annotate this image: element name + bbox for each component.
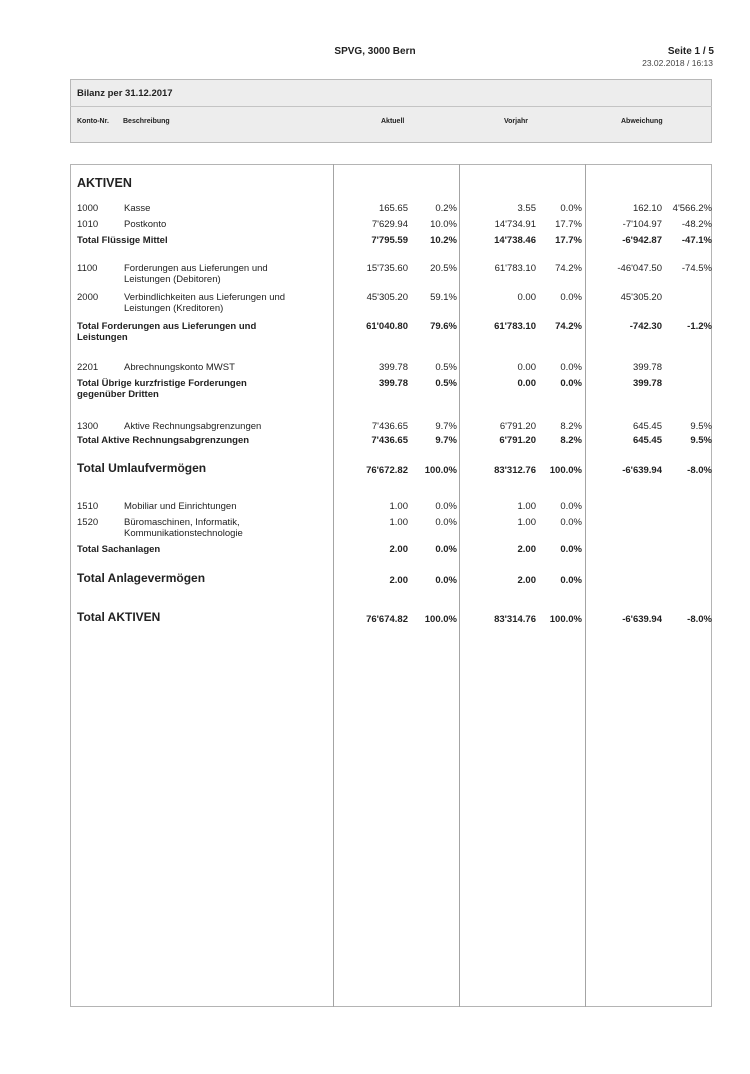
abweichung-percent: -48.2% — [681, 219, 712, 230]
aktuell-percent: 0.0% — [435, 575, 457, 586]
abweichung-value: -6'942.87 — [622, 235, 662, 246]
column-divider — [333, 164, 334, 1007]
vorjahr-percent: 0.0% — [560, 378, 582, 389]
vorjahr-value: 83'314.76 — [494, 614, 536, 625]
account-description: Forderungen aus Lieferungen und Leistungen (Debitoren) — [124, 263, 268, 285]
vorjahr-percent: 74.2% — [555, 321, 582, 332]
aktuell-value: 2.00 — [389, 575, 408, 586]
abweichung-value: -6'639.94 — [622, 614, 662, 625]
vorjahr-percent: 100.0% — [549, 465, 582, 476]
column-header-abweichung: Abweichung — [621, 118, 663, 125]
aktuell-value: 7'629.94 — [371, 219, 408, 230]
column-header-beschreibung: Beschreibung — [123, 118, 170, 125]
aktuell-percent: 0.2% — [435, 203, 457, 214]
vorjahr-value: 61'783.10 — [494, 321, 536, 332]
page-number: Seite 1 / 5 — [667, 46, 714, 57]
abweichung-percent: 9.5% — [690, 435, 712, 446]
account-description: Verbindlichkeiten aus Lieferungen und Leistungen (Kreditoren) — [124, 292, 286, 314]
account-description: Abrechnungskonto MWST — [124, 362, 235, 373]
abweichung-value: 399.78 — [632, 378, 662, 389]
vorjahr-percent: 0.0% — [560, 575, 582, 586]
aktuell-value: 7'795.59 — [371, 235, 408, 246]
vorjahr-percent: 8.2% — [560, 435, 582, 446]
vorjahr-percent: 0.0% — [560, 517, 582, 528]
account-description: Aktive Rechnungsabgrenzungen — [124, 421, 262, 432]
aktuell-percent: 10.2% — [430, 235, 457, 246]
column-divider — [585, 164, 586, 1007]
column-header-konto: Konto-Nr. — [77, 118, 109, 125]
aktuell-percent: 0.0% — [435, 544, 457, 555]
vorjahr-percent: 0.0% — [560, 362, 582, 373]
abweichung-value: -46'047.50 — [617, 263, 662, 274]
account-number: 2201 — [77, 362, 99, 373]
company-name: SPVG, 3000 Bern — [334, 46, 416, 57]
account-number: 1300 — [77, 421, 99, 432]
abweichung-value: -6'639.94 — [622, 465, 662, 476]
vorjahr-percent: 17.7% — [555, 219, 582, 230]
abweichung-percent: -1.2% — [687, 321, 712, 332]
column-header-vorjahr: Vorjahr — [504, 118, 528, 125]
vorjahr-percent: 0.0% — [560, 544, 582, 555]
vorjahr-value: 0.00 — [517, 362, 536, 373]
account-number: 1510 — [77, 501, 99, 512]
vorjahr-percent: 100.0% — [549, 614, 582, 625]
aktuell-value: 1.00 — [389, 517, 408, 528]
aktuell-value: 76'674.82 — [366, 614, 408, 625]
total-label: Total Anlagevermögen — [77, 571, 206, 585]
aktuell-value: 1.00 — [389, 501, 408, 512]
vorjahr-value: 2.00 — [517, 575, 536, 586]
total-label: Total Übrige kurzfristige Forderungen gegenüber Dritten — [77, 378, 247, 400]
total-label: Total Umlaufvermögen — [77, 461, 207, 475]
account-number: 1010 — [77, 219, 99, 230]
abweichung-percent: 9.5% — [690, 421, 712, 432]
aktuell-percent: 0.5% — [435, 378, 457, 389]
account-description: Kasse — [124, 203, 151, 214]
aktuell-value: 2.00 — [389, 544, 408, 555]
account-description: Büromaschinen, Informatik, Kommunikationstechnologie — [124, 517, 243, 539]
account-number: 1100 — [77, 263, 98, 274]
vorjahr-percent: 0.0% — [560, 292, 582, 303]
aktuell-value: 76'672.82 — [366, 465, 408, 476]
abweichung-percent: -47.1% — [681, 235, 712, 246]
vorjahr-value: 6'791.20 — [499, 421, 536, 432]
vorjahr-percent: 8.2% — [560, 421, 582, 432]
abweichung-value: -742.30 — [629, 321, 662, 332]
account-number: 1520 — [77, 517, 99, 528]
column-divider — [459, 164, 460, 1007]
aktuell-percent: 0.5% — [435, 362, 457, 373]
total-label: Total Forderungen aus Lieferungen und Leistungen — [77, 321, 257, 343]
aktuell-value: 399.78 — [378, 362, 408, 373]
aktuell-value: 7'436.65 — [371, 435, 408, 446]
account-description: Mobiliar und Einrichtungen — [124, 501, 237, 512]
vorjahr-value: 83'312.76 — [494, 465, 536, 476]
account-number: 2000 — [77, 292, 99, 303]
vorjahr-percent: 0.0% — [560, 203, 582, 214]
aktuell-percent: 20.5% — [430, 263, 457, 274]
abweichung-value: 45'305.20 — [620, 292, 662, 303]
aktuell-value: 7'436.65 — [371, 421, 408, 432]
aktuell-percent: 9.7% — [435, 421, 457, 432]
vorjahr-percent: 17.7% — [555, 235, 582, 246]
vorjahr-value: 14'734.91 — [494, 219, 536, 230]
aktuell-percent: 79.6% — [430, 321, 457, 332]
aktuell-percent: 100.0% — [424, 614, 457, 625]
abweichung-percent: 4'566.2% — [672, 203, 712, 214]
vorjahr-value: 14'738.46 — [494, 235, 536, 246]
account-description: Postkonto — [124, 219, 167, 230]
total-label: Total Aktive Rechnungsabgrenzungen — [77, 435, 250, 446]
abweichung-percent: -8.0% — [687, 614, 712, 625]
vorjahr-value: 0.00 — [517, 378, 536, 389]
account-number: 1000 — [77, 203, 99, 214]
abweichung-value: -7'104.97 — [622, 219, 662, 230]
vorjahr-value: 1.00 — [517, 501, 536, 512]
aktuell-value: 45'305.20 — [366, 292, 408, 303]
aktuell-percent: 0.0% — [435, 501, 457, 512]
aktuell-percent: 0.0% — [435, 517, 457, 528]
abweichung-value: 645.45 — [632, 435, 662, 446]
aktuell-value: 61'040.80 — [366, 321, 408, 332]
abweichung-percent: -74.5% — [681, 263, 712, 274]
aktuell-percent: 10.0% — [430, 219, 457, 230]
vorjahr-value: 3.55 — [517, 203, 536, 214]
vorjahr-value: 1.00 — [517, 517, 536, 528]
abweichung-value: 162.10 — [632, 203, 662, 214]
total-label: Total AKTIVEN — [77, 610, 161, 624]
print-date: 23.02.2018 / 16:13 — [642, 58, 713, 68]
total-label: Total Sachanlagen — [77, 544, 161, 555]
aktuell-percent: 9.7% — [435, 435, 457, 446]
report-title: Bilanz per 31.12.2017 — [77, 88, 173, 99]
aktuell-value: 399.78 — [378, 378, 408, 389]
section-title: AKTIVEN — [77, 176, 132, 190]
total-label: Total Flüssige Mittel — [77, 235, 168, 246]
abweichung-percent: -8.0% — [687, 465, 712, 476]
aktuell-percent: 100.0% — [424, 465, 457, 476]
vorjahr-value: 61'783.10 — [494, 263, 536, 274]
aktuell-percent: 59.1% — [430, 292, 457, 303]
aktuell-value: 15'735.60 — [366, 263, 408, 274]
abweichung-value: 399.78 — [632, 362, 662, 373]
vorjahr-percent: 0.0% — [560, 501, 582, 512]
aktuell-value: 165.65 — [378, 203, 408, 214]
vorjahr-value: 6'791.20 — [499, 435, 536, 446]
vorjahr-percent: 74.2% — [555, 263, 582, 274]
header-divider — [70, 106, 712, 107]
column-header-aktuell: Aktuell — [381, 118, 405, 125]
abweichung-value: 645.45 — [632, 421, 662, 432]
vorjahr-value: 2.00 — [517, 544, 536, 555]
vorjahr-value: 0.00 — [517, 292, 536, 303]
